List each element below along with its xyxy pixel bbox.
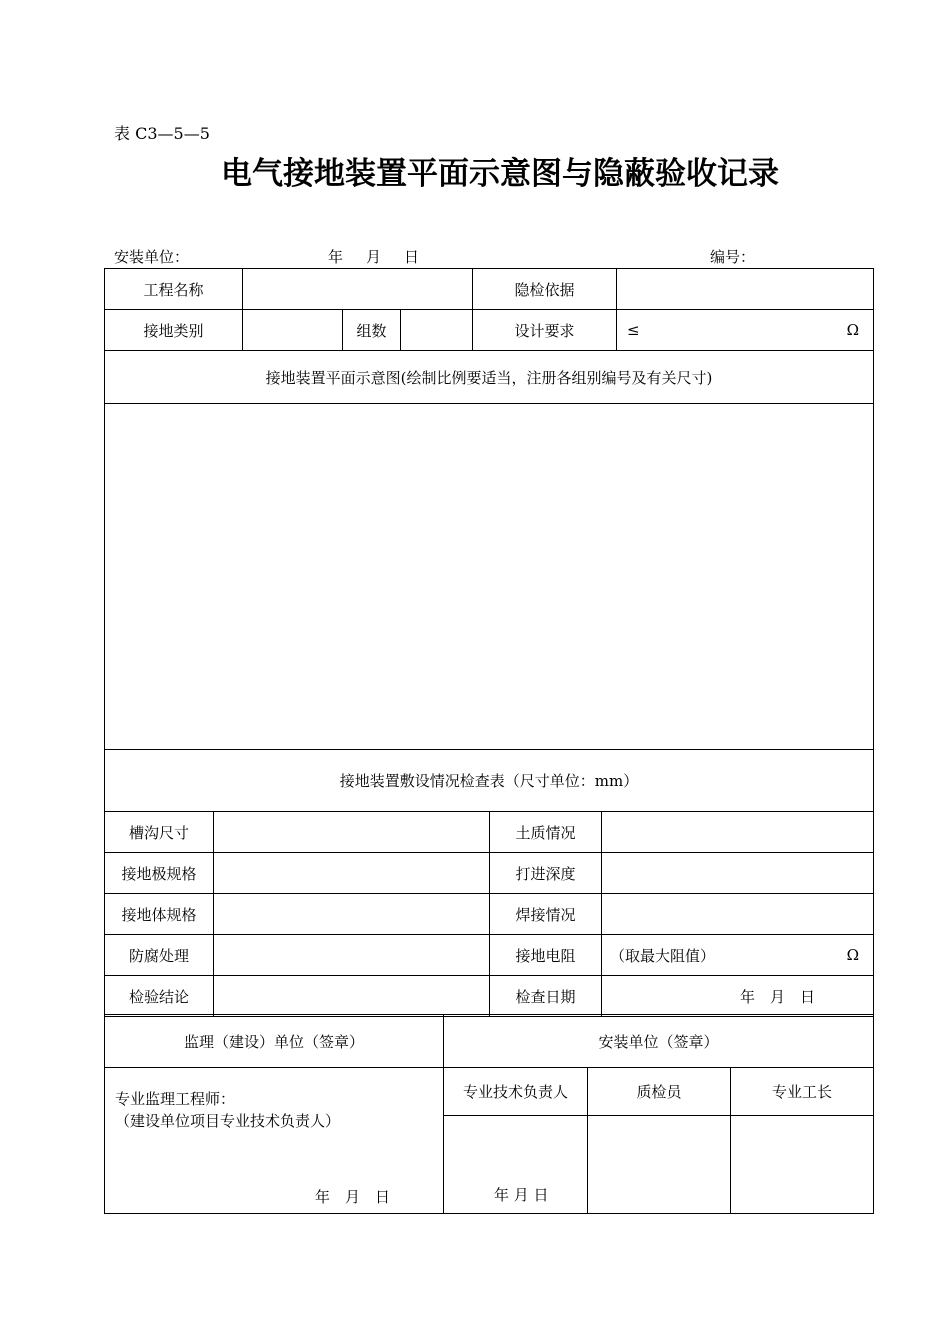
quality-inspector-sign-area[interactable] xyxy=(588,1116,731,1214)
top-info-table xyxy=(104,268,874,750)
anticorrosion-label: 防腐处理 xyxy=(105,935,214,976)
ground-resistance-unit: Ω xyxy=(846,946,860,964)
number-label: 编号： xyxy=(710,248,756,266)
design-req-unit: Ω xyxy=(846,321,860,339)
trench-size-field[interactable] xyxy=(214,812,490,853)
electrode-spec-field[interactable] xyxy=(214,853,490,894)
conclusion-field[interactable] xyxy=(214,976,490,1017)
conductor-spec-label: 接地体规格 xyxy=(105,894,214,935)
drive-depth-label: 打进深度 xyxy=(490,853,602,894)
inspection-header: 接地装置敷设情况检查表（尺寸单位：mm） xyxy=(105,750,874,812)
ground-resistance-field[interactable] xyxy=(602,935,874,976)
soil-condition-label: 土质情况 xyxy=(490,812,602,853)
tech-lead-label: 专业技术负责人 xyxy=(444,1068,588,1116)
tech-lead-sign-area[interactable] xyxy=(444,1116,588,1214)
inspection-table xyxy=(104,749,874,1017)
owner-tech-lead-label: （建设单位项目专业技术负责人） xyxy=(115,1112,341,1130)
check-date-field[interactable]: 年 月 日 xyxy=(602,976,874,1017)
quality-inspector-label: 质检员 xyxy=(588,1068,731,1116)
trench-size-label: 槽沟尺寸 xyxy=(105,812,214,853)
conductor-spec-field[interactable] xyxy=(214,894,490,935)
welding-condition-label: 焊接情况 xyxy=(490,894,602,935)
design-req-label: 设计要求 xyxy=(473,310,617,351)
basis-label: 隐检依据 xyxy=(473,269,617,310)
project-name-label: 工程名称 xyxy=(105,269,243,310)
conclusion-label: 检验结论 xyxy=(105,976,214,1017)
install-unit-header: 安装单位（签章） xyxy=(444,1015,874,1068)
document-title: 电气接地装置平面示意图与隐蔽验收记录 xyxy=(221,156,779,192)
meta-date-day: 日 xyxy=(404,248,420,266)
soil-condition-field[interactable] xyxy=(602,812,874,853)
welding-condition-field[interactable] xyxy=(602,894,874,935)
form-code: 表 C3—5—5 xyxy=(114,124,210,143)
meta-date-month: 月 xyxy=(366,248,382,266)
install-date: 年 月 日 xyxy=(494,1186,549,1204)
ground-resistance-label: 接地电阻 xyxy=(490,935,602,976)
ground-type-label: 接地类别 xyxy=(105,310,243,351)
project-name-field[interactable] xyxy=(243,269,473,310)
meta-date-year: 年 xyxy=(328,248,344,266)
plan-drawing-area[interactable] xyxy=(105,404,874,750)
supervision-sign-area[interactable] xyxy=(105,1068,444,1214)
drive-depth-field[interactable] xyxy=(602,853,874,894)
electrode-spec-label: 接地极规格 xyxy=(105,853,214,894)
basis-field[interactable] xyxy=(617,269,874,310)
foreman-sign-area[interactable] xyxy=(731,1116,874,1214)
install-unit-label: 安装单位： xyxy=(114,248,190,266)
group-count-field[interactable] xyxy=(401,310,473,351)
design-req-field[interactable] xyxy=(617,310,874,351)
plan-header: 接地装置平面示意图(绘制比例要适当，注册各组别编号及有关尺寸) xyxy=(105,351,874,404)
ground-resistance-note: （取最大阻值） xyxy=(610,946,716,965)
supervisor-engineer-label: 专业监理工程师： xyxy=(115,1090,236,1108)
supervision-date: 年 月 日 xyxy=(315,1188,391,1206)
supervision-header: 监理（建设）单位（签章） xyxy=(105,1015,444,1068)
anticorrosion-field[interactable] xyxy=(214,935,490,976)
check-date-label: 检查日期 xyxy=(490,976,602,1017)
ground-type-field[interactable] xyxy=(243,310,343,351)
signature-table xyxy=(104,1014,874,1214)
group-count-label: 组数 xyxy=(343,310,401,351)
design-req-prefix: ≤ xyxy=(627,321,640,339)
foreman-label: 专业工长 xyxy=(731,1068,874,1116)
